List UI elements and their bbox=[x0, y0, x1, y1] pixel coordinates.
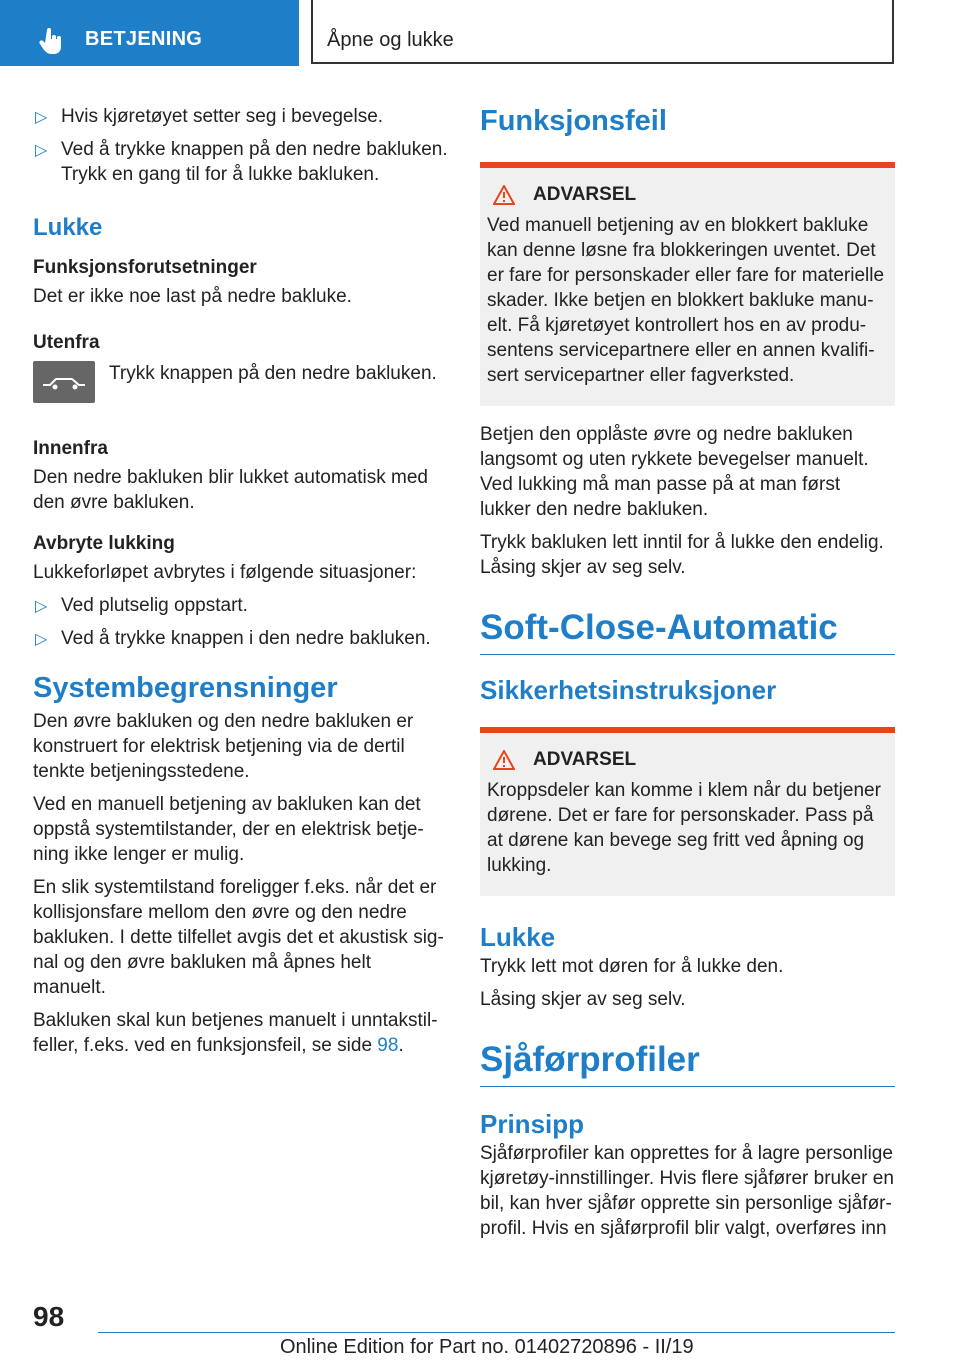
section-tab bbox=[0, 0, 299, 66]
paragraph: Trykk lett mot døren for å lukke den. bbox=[480, 956, 784, 977]
paragraph: Trykk knappen på den nedre bakluken. bbox=[109, 363, 437, 384]
paragraph-text: Bakluken skal kun betjenes manuelt i unntakstilfeller, f.eks. ved en funksjonsfeil, se side bbox=[33, 1010, 438, 1056]
subheading-avbryte: Avbryte lukking bbox=[33, 533, 175, 554]
paragraph: Det er ikke noe last på nedre bakluke. bbox=[33, 286, 352, 307]
topic-label: Åpne og lukke bbox=[327, 29, 454, 51]
list-item-text: Ved å trykke knappen på den nedre bakluken. Trykk en gang til for å lukke bakluken. bbox=[61, 139, 448, 185]
list-item bbox=[33, 104, 448, 129]
triangle-bullet-icon: ▷ bbox=[35, 631, 48, 648]
warning-text: Ved manuell betjening av en blokkert bakluke kan denne løsne fra blokkeringen uventet. Det er fare for personskader eller fare for materielle skader. Ikke betjen en blokkert bakluke manuelt. Få kjøretøyet kontrollert hos en av produsentens servicepartnere eller en annen kvalifisert servicepartner eller fagverksted. bbox=[487, 215, 885, 386]
left-column bbox=[33, 104, 448, 1058]
heading-prinsipp: Prinsipp bbox=[480, 1109, 585, 1139]
list-item-text: Hvis kjøretøyet setter seg i bevegelse. bbox=[61, 106, 384, 127]
topic-box bbox=[311, 0, 894, 64]
heading-soft-close-automatic: Soft-Close-Automatic bbox=[480, 606, 895, 655]
triangle-bullet-icon: ▷ bbox=[35, 598, 48, 615]
list-item bbox=[33, 626, 448, 651]
section-label: BETJENING bbox=[85, 28, 203, 50]
heading-funksjonsfeil: Funksjonsfeil bbox=[480, 105, 667, 137]
list-item-text: Ved å trykke knappen i den nedre bakluken. bbox=[61, 628, 431, 649]
warning-header bbox=[493, 747, 887, 772]
warning-text: Kroppsdeler kan komme i klem når du betjener dørene. Det er fare for personskader. Pass på at dørene kan bevege seg fritt ved åpning og lukking. bbox=[487, 780, 881, 876]
footer-divider bbox=[98, 1332, 895, 1333]
paragraph: Lukkeforløpet avbrytes i følgende situasjoner: bbox=[33, 562, 417, 583]
warning-box bbox=[480, 727, 895, 896]
paragraph bbox=[33, 1008, 448, 1058]
subheading-utenfra: Utenfra bbox=[33, 332, 100, 353]
paragraph: Sjåførprofiler kan opprettes for å lagre personlige kjøretøy-innstillinger. Hvis flere sjåfører bruker en bil, kan hver sjåfør opprette sin personlige sjåførprofil. Hvis en sjåførprofil blir valgt, overføres inn bbox=[480, 1143, 894, 1239]
paragraph: Den øvre bakluken og den nedre bakluken er konstruert for elektrisk betjening via de dertil tenkte betjeningsstedene. bbox=[33, 711, 414, 782]
page-number: 98 bbox=[33, 1301, 65, 1332]
paragraph: En slik systemtilstand foreligger f.eks. når det er kollisjonsfare mellom den øvre og den nedre bakluken. I dette tilfellet avgis det et akustisk signal og den øvre bakluken må åpnes helt manuelt. bbox=[33, 877, 444, 998]
hand-pointer-icon bbox=[38, 27, 66, 55]
right-column bbox=[480, 104, 895, 1241]
page-link[interactable]: 98 bbox=[377, 1035, 399, 1056]
button-instruction bbox=[33, 361, 448, 419]
car-trunk-button-icon bbox=[33, 361, 95, 403]
subheading-funksjonsforutsetninger: Funksjonsforutsetninger bbox=[33, 257, 257, 278]
paragraph: Betjen den opplåste øvre og nedre bakluken langsomt og uten rykkete bevegelser manuelt. Ved lukking må man passe på at man først lukker den nedre bakluken. bbox=[480, 424, 869, 520]
warning-header bbox=[493, 182, 887, 207]
heading-systembegrensninger: Systembegrensninger bbox=[33, 672, 338, 704]
paragraph: Trykk bakluken lett inntil for å lukke den endelig. Låsing skjer av seg selv. bbox=[480, 532, 884, 578]
paragraph: Den nedre bakluken blir lukket automatisk med den øvre bakluken. bbox=[33, 467, 428, 513]
heading-lukke: Lukke bbox=[33, 214, 103, 241]
triangle-bullet-icon: ▷ bbox=[35, 109, 48, 126]
heading-sjaforprofiler: Sjåførprofiler bbox=[480, 1038, 895, 1087]
warning-triangle-icon bbox=[493, 750, 515, 770]
paragraph-text: . bbox=[398, 1035, 404, 1056]
heading-sikkerhetsinstruksjoner: Sikkerhetsinstruksjoner bbox=[480, 675, 777, 705]
list-item bbox=[33, 593, 448, 618]
heading-lukke: Lukke bbox=[480, 922, 556, 952]
paragraph: Ved en manuell betjening av bakluken kan det oppstå systemtilstander, der en elektrisk betjening ikke lenger er mulig. bbox=[33, 794, 424, 865]
paragraph: Låsing skjer av seg selv. bbox=[480, 989, 686, 1010]
list-item bbox=[33, 137, 448, 187]
list-item-text: Ved plutselig oppstart. bbox=[61, 595, 248, 616]
warning-box bbox=[480, 162, 895, 406]
warning-title: ADVARSEL bbox=[533, 749, 637, 770]
warning-triangle-icon bbox=[493, 185, 515, 205]
subheading-innenfra: Innenfra bbox=[33, 438, 108, 459]
warning-title: ADVARSEL bbox=[533, 184, 637, 205]
triangle-bullet-icon: ▷ bbox=[35, 142, 48, 159]
footer-edition: Online Edition for Part no. 01402720896 - II/19 bbox=[280, 1336, 694, 1358]
